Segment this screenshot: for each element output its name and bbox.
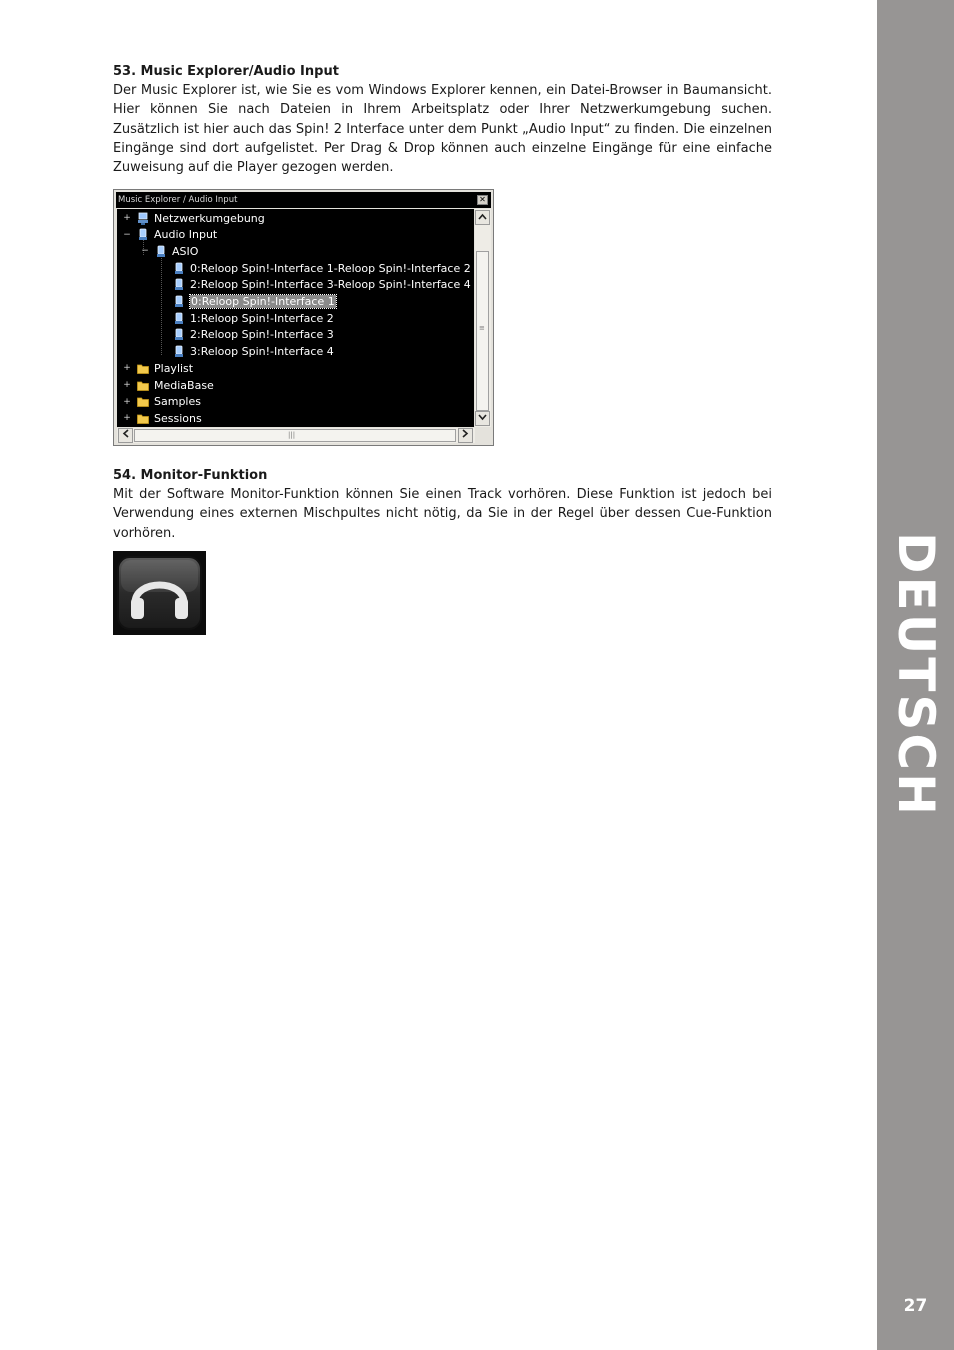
tree-item[interactable] [173,310,334,326]
tree-toggle[interactable]: + [123,396,131,407]
tree-item-label: 2:Reloop Spin!-Interface 3 [190,328,334,342]
tree-item-label: Playlist [154,361,194,375]
tree-item[interactable] [137,377,214,393]
tree-item[interactable] [173,277,471,293]
section-53-heading: 53. Music Explorer/Audio Input [113,64,339,79]
network-icon [137,212,154,225]
audio-input-icon [137,228,154,241]
vertical-scroll-thumb[interactable]: ≡ [476,251,489,411]
folder-icon [137,362,154,375]
audio-input-icon [173,278,190,291]
tree-toggle[interactable]: − [123,229,131,240]
section-53 [113,62,772,177]
folder-icon [137,412,154,425]
tree-item-label: Samples [154,395,201,409]
tree-item-label: 1:Reloop Spin!-Interface 2 [190,311,334,325]
tree-item-label: Netzwerkumgebung [154,211,265,225]
chevron-down-icon [478,414,487,421]
audio-input-icon [155,245,172,258]
explorer-tree [117,209,474,427]
audio-input-icon [173,262,190,275]
audio-input-icon [173,312,190,325]
language-label: DEUTSCH [887,532,945,818]
scroll-up-button[interactable] [475,210,490,225]
scroll-left-button[interactable] [118,428,133,443]
tree-item-label: 3:Reloop Spin!-Interface 4 [190,345,334,359]
tree-item-label: Sessions [154,411,202,425]
page-number: 27 [903,1296,928,1316]
tree-item-label: ASIO [172,244,199,258]
chevron-up-icon [478,213,487,220]
tree-item-label: 2:Reloop Spin!-Interface 3-Reloop Spin!-Interface 4 [190,278,471,292]
tree-toggle[interactable]: + [123,413,131,424]
section-54 [113,466,772,543]
monitor-button[interactable] [113,551,206,635]
tree-toggle[interactable]: + [123,380,131,390]
section-53-body: Der Music Explorer ist, wie Sie es vom Windows Explorer kennen, ein Datei-Browser in Baumansicht. Hier können Sie nach Dateien in Ihrem Arbeitsplatz oder Ihrer Netzwerkumgebung suchen. Zusätzlich ist hier auch das Spin! 2 Interface unter dem Punkt „Audio Input“ zu finden. Die einzelnen Eingänge sind dort aufgelistet. Per Drag & Drop können auch einzelne Eingänge für eine einfache Zuweisung auf die Player gezogen werden. [113,83,772,176]
audio-input-icon [173,328,190,341]
tree-item[interactable] [173,294,336,310]
tree-item[interactable] [155,243,198,259]
tree-item[interactable] [173,327,334,343]
tree-toggle[interactable]: + [123,213,131,223]
tree-item[interactable] [173,260,471,276]
music-explorer-window [113,189,494,446]
folder-icon [137,395,154,408]
tree-item-label: MediaBase [154,378,214,392]
chevron-right-icon [462,429,469,438]
tree-item[interactable] [137,394,201,410]
tree-toggle[interactable]: + [123,363,131,374]
scroll-down-button[interactable] [475,411,490,426]
tree-item[interactable] [137,410,202,426]
tree-item[interactable] [137,360,193,376]
section-54-heading: 54. Monitor-Funktion [113,468,268,483]
window-titlebar[interactable] [116,192,491,208]
tree-item[interactable] [137,210,265,226]
folder-icon [137,379,154,392]
tree-item-label: 0:Reloop Spin!-Interface 1 [191,295,335,308]
audio-input-icon [173,295,190,308]
vertical-scrollbar[interactable] [475,209,491,427]
tree-toggle[interactable]: − [141,246,149,257]
headphones-icon [113,551,206,635]
close-button[interactable]: ✕ [477,195,488,205]
section-54-body: Mit der Software Monitor-Funktion können Sie einen Track vorhören. Diese Funktion ist jedoch bei Verwendung eines externen Mischpultes nicht nötig, da Sie in der Regel über dessen Cue-Funktion vorhören. [113,487,772,541]
horizontal-scrollbar[interactable] [117,428,475,443]
horizontal-scroll-thumb[interactable]: ||| [134,429,456,442]
tree-item-label: Audio Input [154,228,218,242]
chevron-left-icon [122,429,129,438]
tree-item[interactable] [137,227,217,243]
tree-item-label: 0:Reloop Spin!-Interface 1-Reloop Spin!-Interface 2 [190,261,471,275]
window-title: Music Explorer / Audio Input [118,195,238,205]
scroll-right-button[interactable] [458,428,473,443]
audio-input-icon [173,345,190,358]
tree-item[interactable] [173,344,334,360]
